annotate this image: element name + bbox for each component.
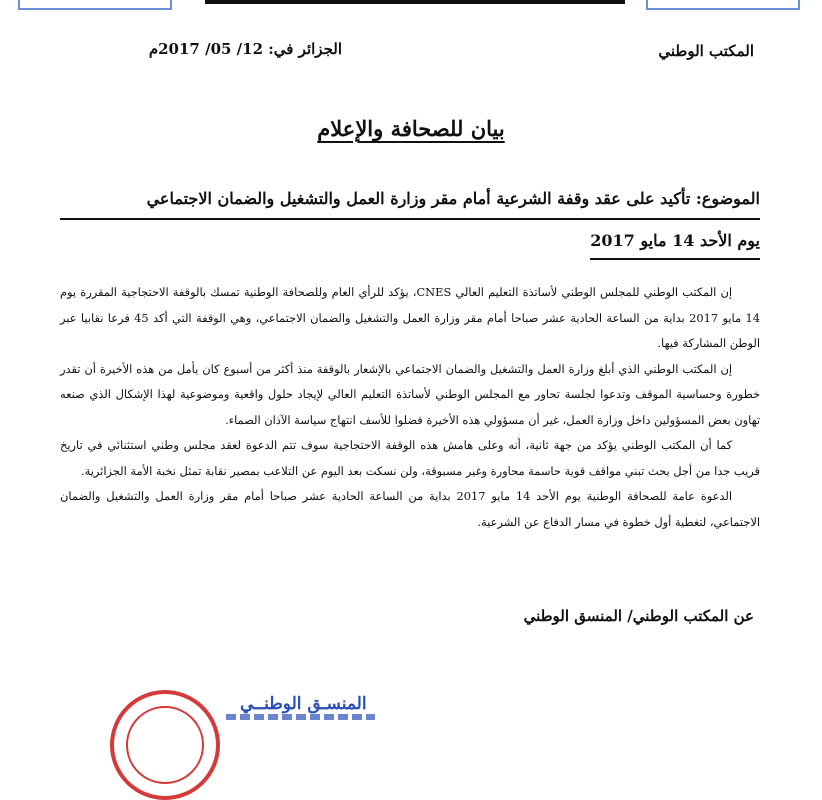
subject-block [60,182,760,260]
paragraph-2: إن المكتب الوطني الذي أبلغ وزارة العمل والتشغيل والضمان الاجتماعي بالإشعار بالوقفة منذ أكثر من أسبوع كان يأمل من هذه الأخيرة أن تقدر خطورة وحساسية الموقف وتدعوا لجلسة تحاور مع المجلس الوطني لأساتذة التعليم العالي لإيجاد حلول واقعية وموضوعية لهذا الإشكال الذي صنعه تهاون بعض المسؤولين داخل وزارة العمل، غير أن مسؤولي هذه الأخيرة فضلوا للأسف انتهاج سياسة الآذان الصماء. [60,361,760,427]
coordinator-stamp: المنسـق الوطنــي [240,694,367,714]
document-title: بيان للصحافة والإعلام [317,116,505,141]
signature-line: عن المكتب الوطني/ المنسق الوطني [523,607,754,625]
paragraph-1: إن المكتب الوطني للمجلس الوطني لأساتذة التعليم العالي CNES، يؤكد للرأي العام وللصحافة الوطنية تمسك بالوقفة الاحتجاجية المقررة يوم 14 مايو 2017 بداية من الساعة الحادية عشر صباحا أمام مقر وزارة العمل والتشغيل والضمان الاجتماعي، وهي الوقفة التي أكد 45 فرعا نقابيا عبر الوطن المشاركة فيها. [60,285,761,350]
document-date: الجزائر في: 12/ 05/ 2017م [148,40,342,58]
official-seal-inner-ring [126,706,204,784]
stamp-area [100,660,400,720]
subject-date: يوم الأحد 14 مايو 2017 [590,224,760,260]
issuing-office: المكتب الوطني [658,42,754,60]
paragraph-4: الدعوة عامة للصحافة الوطنية يوم الأحد 14 مايو 2017 بداية من الساعة الحادية عشر صباحا أمام مقر وزارة العمل والتشغيل والضمان الاجتماعي، لتغطية أول خطوة في مسار الدفاع عن الشرعية. [60,489,760,529]
subject-line: الموضوع: تأكيد على عقد وقفة الشرعية أمام مقر وزارة العمل والتشغيل والضمان الاجتماعي [60,182,760,220]
statement-body [60,280,760,535]
paragraph-3: كما أن المكتب الوطني يؤكد من جهة ثانية، أنه وعلى هامش هذه الوقفة الاحتجاجية سوف تتم الدعوة لعقد مجلس وطني استثنائي في تاريخ قريب جدا من أجل بحث تبني مواقف قوية حاسمة محاورة وغير مسبوقة، ولن نسكت بعد اليوم عن التلاعب بمصير نقابة تمثل نخبة الأمة الجزائرية. [60,438,760,478]
